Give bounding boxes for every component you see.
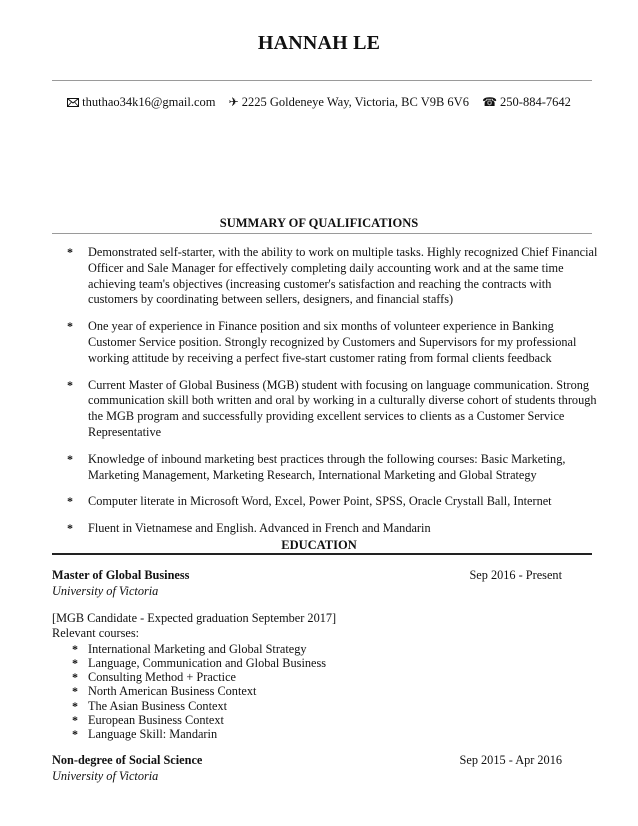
bullet-mark: * <box>67 494 73 509</box>
summary-section-title: SUMMARY OF QUALIFICATIONS <box>219 216 419 230</box>
course-text: The Asian Business Context <box>88 698 228 713</box>
list-item <box>52 684 592 698</box>
bullet-mark: * <box>67 245 73 259</box>
list-item <box>62 494 602 510</box>
contact-line <box>0 95 638 110</box>
candidate-name: HANNAH LE <box>257 32 381 54</box>
education-entry-social-science <box>52 753 592 784</box>
phone-icon: ☎ <box>482 95 498 109</box>
bullet-mark: * <box>72 713 78 728</box>
list-item <box>62 452 602 484</box>
school-name: University of Victoria <box>52 768 159 783</box>
summary-item-text: Fluent in Vietnamese and English. Advanced in French and Mandarin <box>88 521 431 536</box>
course-text: North American Business Context <box>88 684 257 699</box>
contact-email <box>67 95 215 110</box>
address-text: 2225 Goldeneye Way, Victoria, BC V9B 6V6 <box>241 95 469 109</box>
list-item <box>62 245 602 308</box>
summary-item-text: One year of experience in Finance position and six months of volunteer experience in Banking Customer Service position. Strongly recognized by Customers and Supervisors for my professional working attitude by receiving a perfect five-start customer rating from formal clients feedback <box>88 319 577 365</box>
bullet-mark: * <box>67 377 73 392</box>
phone-text: 250-884-7642 <box>500 95 571 109</box>
bullet-mark: * <box>72 670 78 685</box>
list-item <box>52 727 592 741</box>
list-item <box>52 656 592 670</box>
bullet-mark: * <box>67 451 73 466</box>
list-item <box>62 319 602 366</box>
courses-list <box>52 642 592 742</box>
bullet-mark: * <box>72 727 78 742</box>
summary-list <box>62 245 602 548</box>
course-text: International Marketing and Global Strategy <box>88 641 307 656</box>
summary-item-text: Knowledge of inbound marketing best practices through the following courses: Basic Marketing, Marketing Management, Marketing Research, International Marketing and Global Strategy <box>88 451 566 482</box>
bullet-mark: * <box>67 319 73 334</box>
bullet-mark: * <box>72 655 78 670</box>
bullet-mark: * <box>72 641 78 656</box>
course-text: Language, Communication and Global Business <box>88 655 327 670</box>
contact-address <box>229 95 469 110</box>
degree-title: Master of Global Business <box>52 568 190 582</box>
email-text[interactable]: thuthao34k16@gmail.com <box>82 95 216 109</box>
bullet-mark: * <box>72 684 78 699</box>
degree-dates: Sep 2016 - Present <box>469 568 562 582</box>
list-item <box>62 521 602 537</box>
school-name: University of Victoria <box>52 583 159 598</box>
list-item <box>62 378 602 441</box>
list-item <box>52 670 592 684</box>
candidate-note: [MGB Candidate - Expected graduation September 2017] <box>52 611 337 625</box>
degree-dates: Sep 2015 - Apr 2016 <box>459 753 562 767</box>
bullet-mark: * <box>67 521 73 536</box>
airplane-icon: ✈ <box>228 95 239 109</box>
course-text: Language Skill: Mandarin <box>88 727 218 742</box>
education-section-title: EDUCATION <box>281 538 357 552</box>
course-text: Consulting Method + Practice <box>88 670 236 685</box>
envelope-icon <box>67 95 79 110</box>
summary-item-text: Demonstrated self-starter, with the ability to work on multiple tasks. Highly recognized Chief Financial Officer and Sale Manager for effectively completing daily accounting work and at the same time achieving team's objectives (increasing customer's satisfaction and reaching the contracts with customers by coordinating between sellers, designers, and financial staffs) <box>88 245 598 307</box>
courses-label: Relevant courses: <box>52 626 140 641</box>
list-item <box>52 713 592 727</box>
list-item <box>52 699 592 713</box>
education-entry-mgb <box>52 568 592 599</box>
degree-title: Non-degree of Social Science <box>52 753 203 767</box>
summary-divider <box>52 233 592 234</box>
course-text: European Business Context <box>88 713 224 728</box>
bullet-mark: * <box>72 698 78 713</box>
education-divider <box>52 553 592 555</box>
header-divider <box>52 80 592 81</box>
summary-item-text: Current Master of Global Business (MGB) student with focusing on language communication. Strong communication skill both written and oral by working in a culturally diverse cohort of students through the MGB program and successfully providing excellent services to clients as a Customer Service Representative <box>88 377 597 439</box>
contact-phone <box>482 95 571 110</box>
mgb-details <box>52 611 592 742</box>
list-item <box>52 642 592 656</box>
summary-item-text: Computer literate in Microsoft Word, Excel, Power Point, SPSS, Oracle Crystall Ball, Internet <box>88 494 552 509</box>
